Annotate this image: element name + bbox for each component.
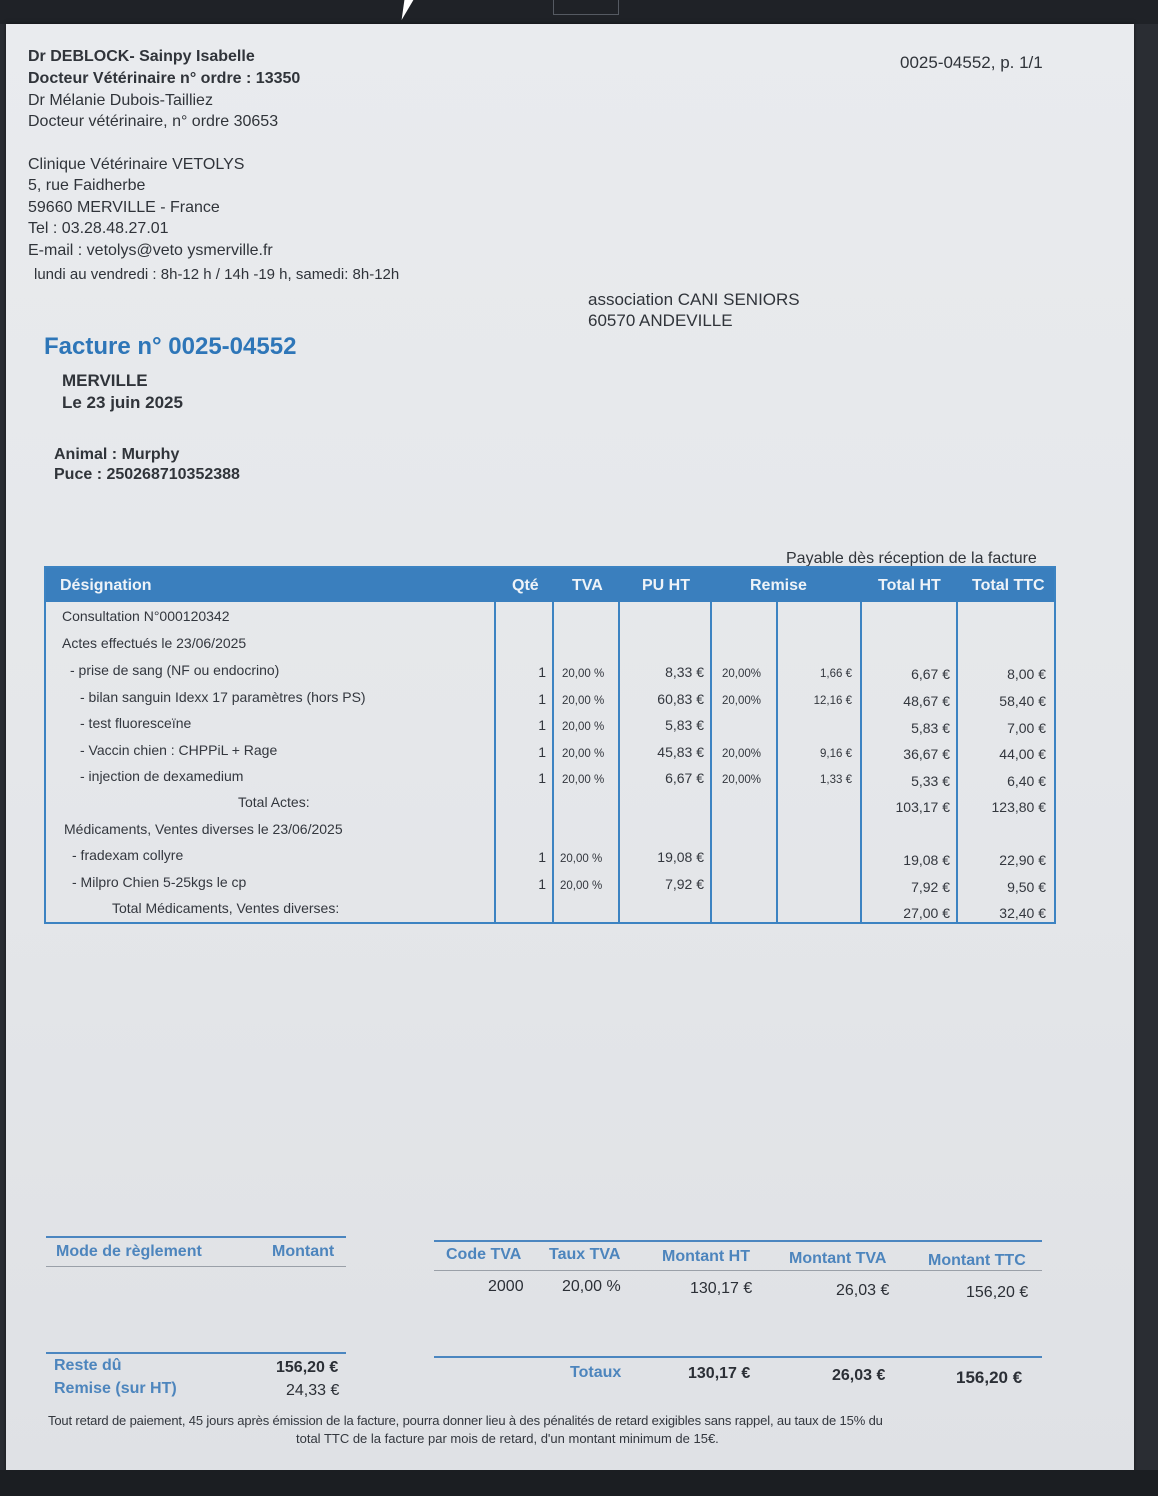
invoice-page <box>6 24 1134 1474</box>
col-divider <box>860 602 862 922</box>
doctor-1-order: Docteur Vétérinaire n° ordre : 13350 <box>28 70 301 87</box>
vat-totals-label: Totaux <box>570 1364 622 1381</box>
vat-top-rule <box>434 1240 1042 1242</box>
row-tva: 20,00 % <box>562 748 605 760</box>
legal-notice-line-1: Tout retard de paiement, 45 jours après émission de la facture, pourra donner lieu à des pénalités de retard exigibles sans rappel, au taux de 15% du <box>48 1413 883 1428</box>
row-pu: 45,83 € <box>657 744 704 760</box>
clinic-street: 5, rue Faidherbe <box>28 177 146 194</box>
vat-total-ttc: 156,20 € <box>956 1368 1023 1387</box>
row-remise-pct: 20,00% <box>722 774 762 786</box>
col-designation: Désignation <box>60 577 152 594</box>
row-pu: 19,08 € <box>657 849 704 865</box>
row-total-ht: 7,92 € <box>911 879 950 895</box>
recipient-city: 60570 ANDEVILLE <box>588 311 733 330</box>
row-total-ttc: 8,00 € <box>1007 666 1046 682</box>
total-acts-label: Total Actes: <box>238 794 310 810</box>
row-total-ht: 5,83 € <box>911 720 950 736</box>
row-remise-amount: 9,16 € <box>820 748 852 760</box>
row-tva: 20,00 % <box>562 668 605 680</box>
payment-bottom-rule <box>46 1352 346 1354</box>
row-total-ht: 6,67 € <box>911 666 950 682</box>
row-remise-pct: 20,00% <box>722 748 762 760</box>
doctor-2-name: Dr Mélanie Dubois-Tailliez <box>28 92 213 109</box>
col-divider <box>494 602 496 922</box>
vat-ht: 130,17 € <box>690 1280 753 1297</box>
row-qty: 1 <box>538 691 546 707</box>
invoice-ref: 0025-04552, p. 1/1 <box>900 53 1043 72</box>
row-total-ttc: 44,00 € <box>999 746 1046 762</box>
section-meds-title: Médicaments, Ventes diverses le 23/06/2025 <box>64 821 343 837</box>
row-pu: 8,33 € <box>665 664 704 680</box>
col-pu-ht: PU HT <box>642 577 690 594</box>
vat-tva: 26,03 € <box>836 1282 890 1299</box>
row-qty: 1 <box>538 744 546 760</box>
vat-total-tva: 26,03 € <box>832 1367 886 1384</box>
col-divider <box>552 602 554 922</box>
total-acts-ttc: 123,80 € <box>991 799 1046 815</box>
window-tab-slot <box>553 0 619 15</box>
row-qty: 1 <box>538 849 546 865</box>
row-remise-amount: 1,66 € <box>820 668 852 680</box>
row-label: - fradexam collyre <box>72 847 184 863</box>
clinic-city: 59660 MERVILLE - France <box>28 199 220 216</box>
vat-col-ttc: Montant TTC <box>928 1252 1026 1269</box>
row-total-ttc: 9,50 € <box>1007 879 1046 895</box>
due-value: 156,20 € <box>276 1359 339 1376</box>
animal-chip: Puce : 250268710352388 <box>54 466 240 483</box>
payment-header-rule <box>46 1266 346 1267</box>
vat-col-ht: Montant HT <box>662 1248 750 1265</box>
vat-ttc: 156,20 € <box>966 1284 1029 1301</box>
invoice-title: Facture n° 0025-04552 <box>44 333 297 360</box>
clinic-hours: lundi au vendredi : 8h-12 h / 14h -19 h, samedi: 8h-12h <box>34 266 400 283</box>
row-pu: 5,83 € <box>665 717 704 733</box>
total-acts-ht: 103,17 € <box>895 799 950 815</box>
col-divider <box>710 602 712 922</box>
col-total-ttc: Total TTC <box>972 577 1045 594</box>
row-total-ht: 19,08 € <box>903 852 950 868</box>
row-remise-amount: 1,33 € <box>820 774 852 786</box>
table-header <box>46 568 1054 602</box>
row-total-ht: 48,67 € <box>903 693 950 709</box>
row-pu: 6,67 € <box>665 770 704 786</box>
row-total-ht: 5,33 € <box>911 773 950 789</box>
payment-mode-header: Mode de règlement <box>56 1243 202 1260</box>
payment-amount-header: Montant <box>272 1243 335 1260</box>
row-qty: 1 <box>538 876 546 892</box>
vat-col-tva: Montant TVA <box>789 1250 887 1267</box>
col-divider <box>956 602 958 922</box>
discount-label: Remise (sur HT) <box>54 1380 177 1397</box>
col-total-ht: Total HT <box>878 577 941 594</box>
recipient-name: association CANI SENIORS <box>588 290 800 309</box>
row-total-ht: 36,67 € <box>903 746 950 762</box>
clinic-email: E-mail : vetolys@veto ysmerville.fr <box>28 242 273 259</box>
doctor-2-order: Docteur vétérinaire, n° ordre 30653 <box>28 113 279 130</box>
row-qty: 1 <box>538 770 546 786</box>
row-total-ttc: 22,90 € <box>999 852 1046 868</box>
payment-terms: Payable dès réception de la facture <box>786 550 1037 567</box>
row-tva: 20,00 % <box>560 853 603 865</box>
total-meds-ht: 27,00 € <box>903 905 950 921</box>
row-total-ttc: 58,40 € <box>999 693 1046 709</box>
row-remise-amount: 12,16 € <box>813 695 852 707</box>
invoice-date: Le 23 juin 2025 <box>62 393 183 412</box>
animal-name: Animal : Murphy <box>54 446 180 463</box>
row-label: - Vaccin chien : CHPPiL + Rage <box>80 742 278 758</box>
total-meds-ttc: 32,40 € <box>999 905 1046 921</box>
row-tva: 20,00 % <box>562 721 605 733</box>
row-label: - test fluoresceïne <box>80 715 192 731</box>
row-pu: 60,83 € <box>657 691 704 707</box>
vat-col-rate: Taux TVA <box>549 1246 621 1263</box>
col-remise: Remise <box>750 577 807 594</box>
vat-totals-rule <box>434 1356 1042 1358</box>
total-meds-label: Total Médicaments, Ventes diverses: <box>112 900 340 916</box>
row-qty: 1 <box>538 664 546 680</box>
row-remise-pct: 20,00% <box>722 668 762 680</box>
vat-header-rule <box>434 1270 1042 1271</box>
col-tva: TVA <box>572 577 603 594</box>
invoice-city: MERVILLE <box>62 371 148 390</box>
section-acts-title: Actes effectués le 23/06/2025 <box>62 635 247 651</box>
doctor-1-name: Dr DEBLOCK- Sainpy Isabelle <box>28 48 255 65</box>
row-total-ttc: 7,00 € <box>1007 720 1046 736</box>
row-label: - injection de dexamedium <box>80 768 244 784</box>
row-tva: 20,00 % <box>562 774 605 786</box>
vat-code: 2000 <box>488 1278 524 1295</box>
row-label: - prise de sang (NF ou endocrino) <box>70 662 280 678</box>
col-qty: Qté <box>512 577 539 594</box>
consultation-number: Consultation N°000120342 <box>62 608 230 624</box>
col-divider <box>618 602 620 922</box>
screen-top-bar <box>0 0 1158 24</box>
row-tva: 20,00 % <box>560 880 603 892</box>
row-remise-pct: 20,00% <box>722 695 762 707</box>
row-total-ttc: 6,40 € <box>1007 773 1046 789</box>
col-divider <box>776 602 778 922</box>
screen-bottom-bar <box>0 1470 1158 1496</box>
row-tva: 20,00 % <box>562 695 605 707</box>
legal-notice-line-2: total TTC de la facture par mois de retard, d'un montant minimum de 15€. <box>296 1431 719 1446</box>
discount-value: 24,33 € <box>286 1382 340 1399</box>
row-label: - bilan sanguin Idexx 17 paramètres (hors PS) <box>80 689 366 705</box>
row-pu: 7,92 € <box>665 876 704 892</box>
row-label: - Milpro Chien 5-25kgs le cp <box>72 874 247 890</box>
vat-rate: 20,00 % <box>562 1278 621 1295</box>
due-label: Reste dû <box>54 1357 122 1374</box>
vat-col-code: Code TVA <box>446 1246 522 1263</box>
row-qty: 1 <box>538 717 546 733</box>
payment-top-rule <box>46 1236 346 1238</box>
clinic-phone: Tel : 03.28.48.27.01 <box>28 220 169 237</box>
vat-total-ht: 130,17 € <box>688 1365 751 1382</box>
invoice-lines-table <box>44 566 1056 924</box>
clinic-name: Clinique Vétérinaire VETOLYS <box>28 156 245 173</box>
